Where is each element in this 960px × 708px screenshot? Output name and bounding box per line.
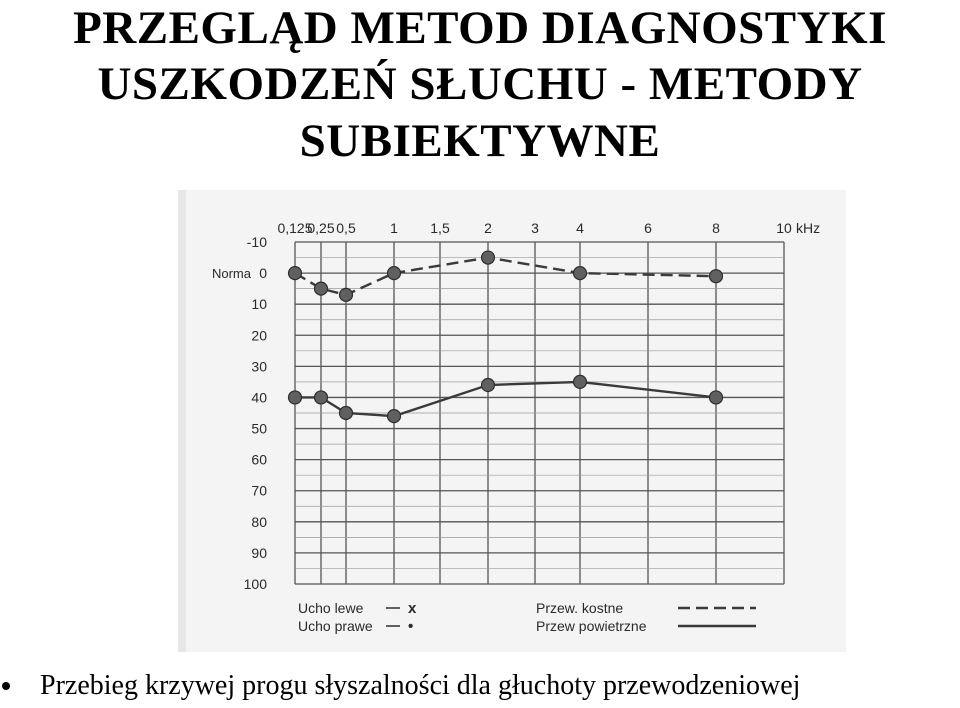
y-tick-label: 0 <box>259 265 267 282</box>
slide-title <box>0 0 960 169</box>
data-point-marker <box>710 391 723 404</box>
series-line-1 <box>295 258 716 295</box>
data-point-marker <box>482 379 495 392</box>
y-reference-label: Norma <box>211 266 251 282</box>
data-point-marker <box>482 251 495 264</box>
x-tick-label: 0,125 <box>277 220 313 236</box>
y-tick-label: 20 <box>251 327 267 344</box>
series-line-2 <box>295 382 716 416</box>
legend-line-label: Przew powietrzne <box>536 618 647 634</box>
y-tick-label: 80 <box>251 513 267 530</box>
y-tick-label: 70 <box>251 482 267 499</box>
data-point-marker <box>315 282 328 295</box>
data-point-marker <box>388 267 401 280</box>
data-point-marker <box>289 267 302 280</box>
x-tick-label: 0,5 <box>336 220 356 236</box>
data-point-marker <box>289 391 302 404</box>
data-point-marker <box>340 407 353 420</box>
data-point-marker <box>315 391 328 404</box>
x-tick-label: 6 <box>644 220 652 236</box>
x-unit-label: kHz <box>796 220 821 236</box>
title-line-2: USZKODZEŃ SŁUCHU - METODY <box>97 58 863 111</box>
bullet-text: Przebieg krzywej progu słyszalności dla głuchoty przewodzeniowej <box>40 670 801 701</box>
bullet-item <box>0 668 960 708</box>
x-tick-label: 1,5 <box>430 220 450 236</box>
x-tick-label: 3 <box>531 220 539 236</box>
y-tick-label: 100 <box>243 576 267 592</box>
data-point-marker <box>340 288 353 301</box>
legend-marker-symbol: x <box>408 600 417 617</box>
data-point-marker <box>388 410 401 423</box>
x-tick-label: 4 <box>576 220 584 236</box>
x-tick-label: 1 <box>390 220 398 236</box>
x-tick-label: 8 <box>712 220 720 236</box>
legend-line-label: Przew. kostne <box>536 600 624 616</box>
y-tick-label: 60 <box>251 451 267 468</box>
title-line-3: SUBIEKTYWNE <box>299 114 661 167</box>
y-tick-label: 10 <box>251 296 267 313</box>
y-tick-label: 40 <box>251 389 267 406</box>
y-tick-label: 30 <box>251 358 267 375</box>
y-tick-label: -10 <box>246 234 267 250</box>
data-point-marker <box>574 375 587 388</box>
x-tick-label: 0,25 <box>307 220 335 236</box>
audiogram-chart <box>178 190 846 652</box>
y-tick-label: 50 <box>251 420 267 437</box>
title-line-1: PRZEGLĄD METOD DIAGNOSTYKI <box>73 2 887 54</box>
legend-marker-label: Ucho prawe <box>298 618 373 634</box>
data-point-marker <box>710 270 723 283</box>
x-tick-label: 10 <box>776 220 792 236</box>
y-tick-label: 90 <box>251 544 267 561</box>
data-point-marker <box>574 267 587 280</box>
legend-marker-symbol: • <box>408 618 414 635</box>
legend-marker-label: Ucho lewe <box>298 600 364 616</box>
bullet-dot-icon <box>2 682 10 690</box>
x-tick-label: 2 <box>484 220 492 236</box>
